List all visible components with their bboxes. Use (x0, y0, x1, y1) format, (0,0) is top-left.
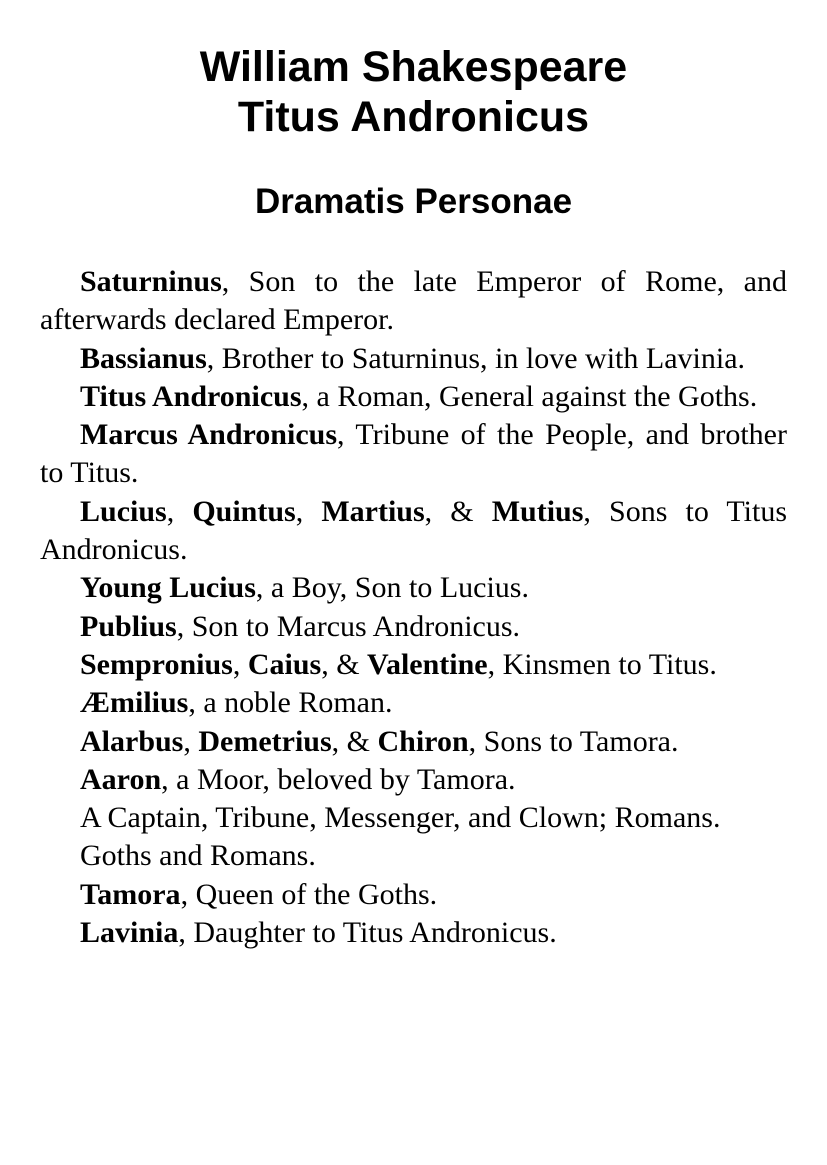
character-description: , (166, 494, 193, 528)
character-description: , Sons to Tamora. (468, 724, 679, 758)
character-name: Demetrius (198, 724, 332, 758)
character-entry (40, 569, 787, 607)
character-name: Lavinia (80, 916, 179, 950)
character-name: Aaron (80, 762, 162, 796)
character-name: Mutius (491, 494, 584, 528)
character-description: Goths and Romans. (80, 839, 316, 873)
character-entry (40, 646, 787, 684)
character-name: Publius (80, 609, 177, 643)
character-description: , a Boy, Son to Lucius. (255, 571, 529, 605)
character-name: Saturninus (80, 265, 222, 298)
character-entry (40, 684, 787, 722)
character-description: , Sons to Titus Andronicus. (40, 494, 787, 567)
character-name: Lucius (80, 494, 167, 528)
character-description: , & (424, 494, 492, 528)
character-name: Martius (321, 494, 425, 528)
character-entry (40, 761, 787, 799)
character-description: A Captain, Tribune, Messenger, and Clown; Romans. (80, 801, 721, 835)
character-name: Sempronius (80, 647, 233, 681)
character-description: , Son to the late Emperor of Rome, and afterwards declared Emperor. (40, 265, 787, 337)
character-description: , a Roman, General against the Goths. (301, 379, 758, 413)
character-description: , & (321, 647, 368, 681)
character-name: Quintus (192, 494, 296, 528)
character-entry (40, 837, 787, 875)
character-name: Chiron (377, 724, 469, 758)
character-entry (40, 416, 787, 493)
character-description: , (295, 494, 322, 528)
character-description: , Tribune of the People, and brother to Titus. (40, 418, 787, 490)
character-name: Tamora (80, 877, 181, 911)
character-entry (40, 799, 787, 837)
character-name: Titus Andronicus (80, 379, 302, 413)
character-name: Young Lucius (80, 571, 256, 605)
character-entry (40, 263, 787, 340)
author-title: William Shakespeare (199, 43, 628, 91)
character-entry (40, 608, 787, 646)
character-description: , & (331, 724, 378, 758)
character-entry (40, 340, 787, 378)
character-name: Caius (247, 647, 322, 681)
character-entry (40, 493, 787, 570)
dramatis-personae-list (40, 263, 787, 952)
character-name: Alarbus (80, 724, 184, 758)
character-description: , a Moor, beloved by Tamora. (161, 762, 516, 796)
character-description: , Brother to Saturninus, in love with Lavinia. (206, 341, 746, 375)
character-description: , Queen of the Goths. (180, 877, 438, 911)
character-description: , Daughter to Titus Andronicus. (178, 916, 557, 950)
character-entry (40, 378, 787, 416)
character-description: , Son to Marcus Andronicus. (176, 609, 521, 643)
character-name: Valentine (367, 647, 488, 681)
play-title: Titus Andronicus (237, 93, 590, 141)
character-description: , (183, 724, 199, 758)
character-name: Bassianus (80, 341, 207, 375)
character-entry (40, 876, 787, 914)
character-entry (40, 723, 787, 761)
section-heading: Dramatis Personae (254, 182, 573, 221)
character-name: Æmilius (80, 686, 189, 720)
character-entry (40, 914, 787, 952)
character-description: , Kinsmen to Titus. (487, 647, 717, 681)
character-name: Marcus Andronicus (80, 418, 338, 452)
character-description: , a noble Roman. (188, 686, 393, 720)
character-description: , (232, 647, 248, 681)
